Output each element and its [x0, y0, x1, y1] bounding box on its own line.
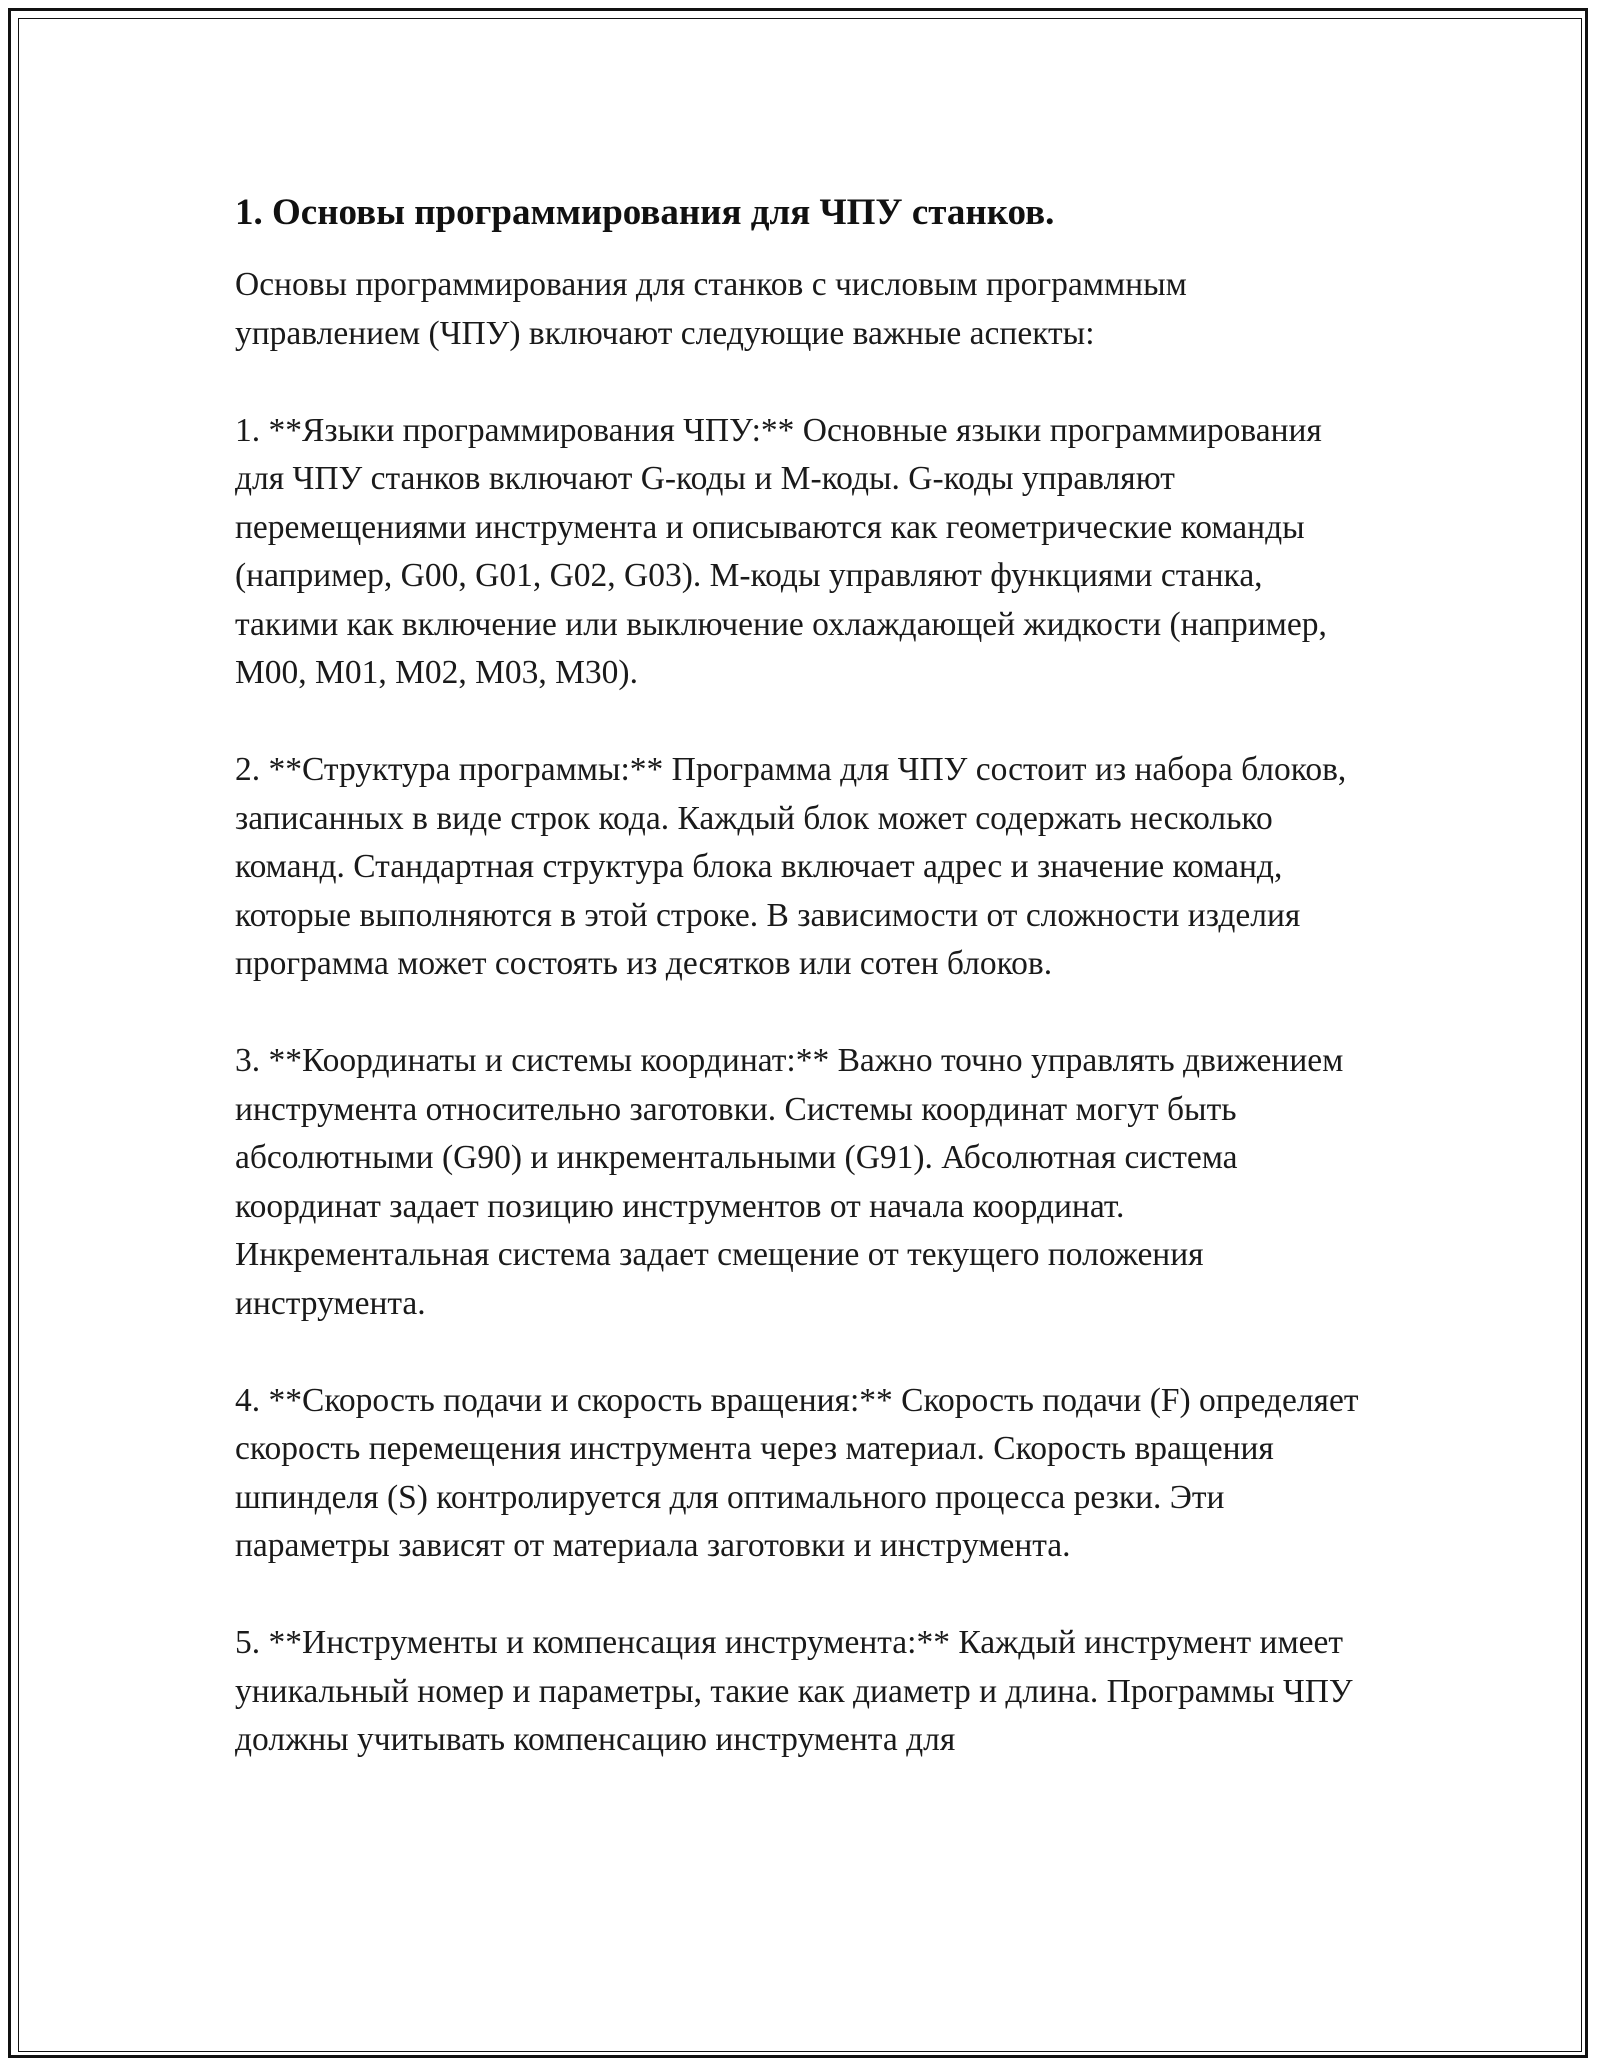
list-item-tool-compensation: 5. **Инструменты и компенсация инструмента:** Каждый инструмент имеет уникальный номер и параметры, такие как диаметр и длина. Программы ЧПУ должны учитывать компенсацию инструмента для [235, 1624, 1353, 1758]
list-item-feed-and-speed: 4. **Скорость подачи и скорость вращения:** Скорость подачи (F) определяет скорость перемещения инструмента через материал. Скорость вращения шпинделя (S) контролируется для оптимального процесса резки. Эти параметры зависят от материала заготовки и инструмента. [235, 1381, 1359, 1564]
list-item-cnc-languages: 1. **Языки программирования ЧПУ:** Основные языки программирования для ЧПУ станков включают G-коды и M-коды. G-коды управляют перемещениями инструмента и описываются как геометрические команды (например, G00, G01, G02, G03). M-коды управляют функциями станка, такими как включение или выключение охлаждающей жидкости (например, M00, M01, M02, M03, M30). [235, 411, 1327, 691]
section-heading: 1. Основы программирования для ЧПУ станков. [235, 192, 1055, 233]
list-item-coordinate-systems: 3. **Координаты и системы координат:** Важно точно управлять движением инструмента относительно заготовки. Системы координат могут быть абсолютными (G90) и инкрементальными (G91). Абсолютная система координат задает позицию инструментов от начала координат. Инкрементальная система задает смещение от текущего положения инструмента. [235, 1042, 1344, 1322]
intro-paragraph: Основы программирования для станков с числовым программным управлением (ЧПУ) включают следующие важные аспекты: [235, 266, 1187, 352]
document-body [235, 185, 1365, 1765]
list-item-program-structure: 2. **Структура программы:** Программа для ЧПУ состоит из набора блоков, записанных в виде строк кода. Каждый блок может содержать несколько команд. Стандартная структура блока включает адрес и значение команд, которые выполняются в этой строке. В зависимости от сложности изделия программа может состоять из десятков или сотен блоков. [235, 751, 1347, 982]
